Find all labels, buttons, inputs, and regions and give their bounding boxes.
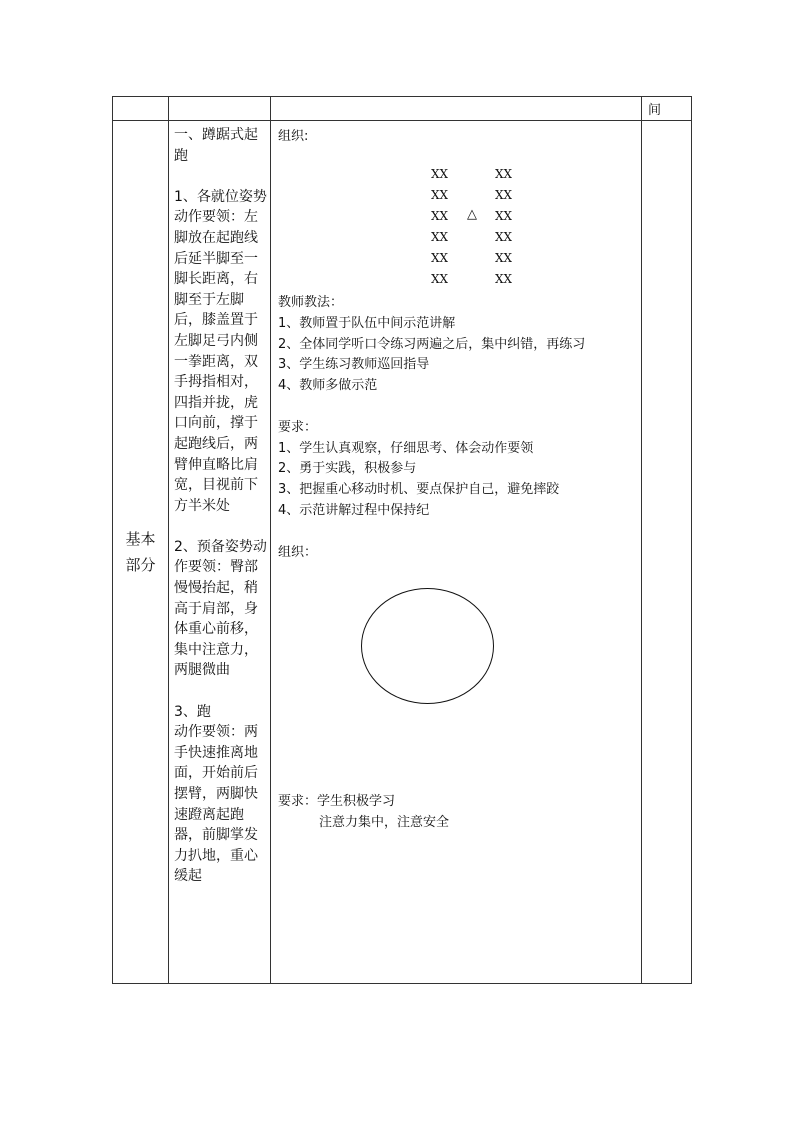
formation-mark: XX: [495, 272, 513, 286]
circle-formation-diagram: [361, 588, 494, 704]
methods-title: 教师教法：: [278, 295, 344, 310]
formation-mark: XX: [495, 188, 513, 202]
requirements-title: 要求：: [278, 420, 318, 435]
content-item-3-title: 3、跑: [174, 703, 211, 720]
header-time-cell: 间: [642, 97, 692, 121]
section-label-line1: 基本: [125, 530, 156, 548]
section-label-line2: 部分: [125, 556, 156, 574]
teacher-triangle-icon: △: [467, 207, 477, 222]
formation-mark: XX: [431, 251, 449, 265]
requirement-item: 4、示范讲解过程中保持纪: [278, 503, 430, 518]
final-requirement-1: 要求：学生积极学习: [278, 794, 396, 809]
requirement-item: 1、学生认真观察，仔细思考、体会动作要领: [278, 441, 534, 456]
header-cell-2: [169, 97, 271, 121]
time-column: [642, 121, 692, 984]
content-item-2: 2、预备姿势动作要领：臀部慢慢抬起，稍高于肩部，身体重心前移，集中注意力，两腿微曲: [174, 538, 267, 679]
lesson-plan-table: [112, 96, 692, 984]
requirement-item: 2、勇于实践，积极参与: [278, 461, 417, 476]
header-cell-1: [113, 97, 169, 121]
formation-mark: XX: [431, 188, 449, 202]
content-item-1: 1、各就位姿势动作要领：左脚放在起跑线后延半脚至一脚长距离，右脚至于左脚后，膝盖置于左脚足弓内侧一拳距离，双手拇指相对，四指并拢，虎口向前，撑于起跑线后，两臂伸直略比肩宽，目视前下方半米处: [174, 188, 267, 514]
formation-mark: XX: [431, 272, 449, 286]
formation-mark: XX: [431, 230, 449, 244]
formation-mark: XX: [431, 167, 449, 181]
formation-mark: XX: [495, 251, 513, 265]
basic-section-row: [113, 121, 692, 984]
method-item: 1、教师置于队伍中间示范讲解: [278, 316, 456, 331]
formation-mark: XX: [495, 167, 513, 181]
final-requirement-2: 注意力集中，注意安全: [319, 815, 450, 830]
method-item: 3、学生练习教师巡回指导: [278, 357, 430, 372]
org-title-2: 组织：: [278, 545, 318, 560]
requirement-item: 3、把握重心移动时机、要点保护自己，避免摔跤: [278, 482, 560, 497]
formation-mark: XX: [495, 230, 513, 244]
method-item: 4、教师多做示范: [278, 378, 378, 393]
formation-mark: XX: [431, 209, 449, 223]
header-cell-3: [271, 97, 642, 121]
section-label: [113, 121, 169, 984]
formation-mark: XX: [495, 209, 513, 223]
org-title-1: 组织:: [278, 129, 309, 144]
content-column: [169, 121, 271, 984]
content-item-3-body: 动作要领：两手快速推离地面，开始前后摆臂，两脚快速蹬离起跑器，前脚掌发力扒地，重心缓起: [174, 724, 258, 885]
content-title: 一、蹲踞式起跑: [174, 127, 258, 164]
organization-column: [271, 121, 642, 984]
header-row: [113, 97, 692, 121]
method-item: 2、全体同学听口令练习两遍之后，集中纠错，再练习: [278, 337, 586, 352]
